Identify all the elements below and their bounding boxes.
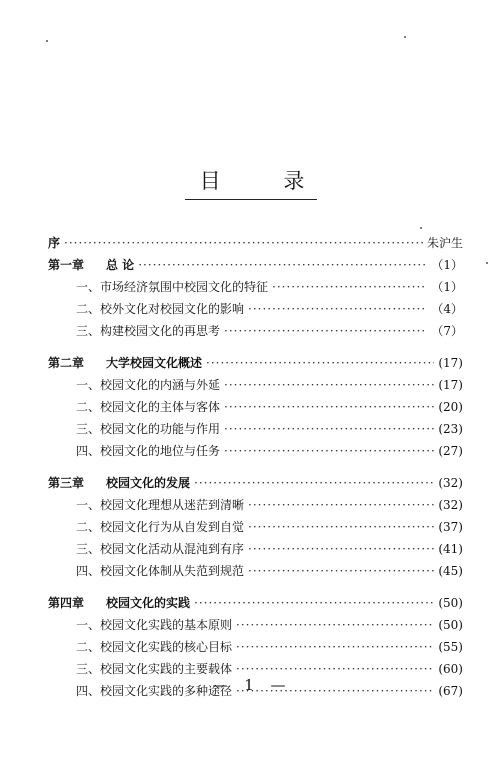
chapter-number: 第四章 [48,596,85,610]
chapter-number: 第三章 [48,476,85,490]
scan-speck [404,36,406,38]
page-number: (67) [438,684,463,698]
chapter-title: 大学校园文化概述 [106,356,203,370]
page-number: （1） [431,258,463,272]
toc-row-section[interactable] [48,374,463,396]
page-number: (23) [438,422,463,436]
toc-row-preface[interactable] [48,232,463,254]
page-number: (60) [438,662,463,676]
leader-dots [206,352,434,374]
section-title: 二、校外文化对校园文化的影响 [76,302,245,316]
leader-dots [194,472,434,494]
toc-row-section[interactable] [48,320,463,342]
toc-row-section[interactable] [48,494,463,516]
page-number: (32) [438,476,463,490]
scan-speck [46,40,48,42]
page-number: （4） [431,302,463,316]
chapter-heading [48,592,190,614]
leader-dots [248,298,427,320]
toc-row-section[interactable] [48,418,463,440]
chapter-title: 校园文化的发展 [106,476,191,490]
page-number: (37) [438,520,463,534]
page-number: (45) [438,564,463,578]
chapter-heading [48,472,190,494]
leader-dots [248,516,434,538]
page-number: (50) [438,596,463,610]
toc-row-chapter[interactable] [48,352,463,374]
toc-row-section[interactable] [48,516,463,538]
section-title: 三、校园文化的功能与作用 [76,422,221,436]
section-title: 二、校园文化行为从自发到自觉 [76,520,245,534]
chapter-title: 校园文化的实践 [106,596,191,610]
leader-dots [236,614,434,636]
toc-row-section[interactable] [48,396,463,418]
toc-row-chapter[interactable] [48,472,463,494]
toc-row-section[interactable] [48,298,463,320]
leader-dots [64,232,423,254]
toc-row-section[interactable] [48,538,463,560]
leader-dots [248,538,434,560]
page-number: （7） [431,324,463,338]
page-number: (50) [438,618,463,632]
toc-row-section[interactable] [48,560,463,582]
section-title: 一、市场经济氛围中校园文化的特征 [76,280,269,294]
section-title: 二、校园文化实践的核心目标 [76,640,233,654]
section-title: 四、校园文化的地位与任务 [76,444,221,458]
page-number: (32) [438,498,463,512]
section-title: 一、校园文化的内涵与外延 [76,378,221,392]
leader-dots [194,592,434,614]
section-title: 二、校园文化的主体与客体 [76,400,221,414]
section-title: 三、校园文化活动从混沌到有序 [76,542,245,556]
page-number: (17) [438,356,463,370]
page-number: (41) [438,542,463,556]
section-title: 一、校园文化实践的基本原则 [76,618,233,632]
preface-author: 朱沪生 [426,236,463,250]
toc-heading [0,168,504,194]
section-title: 一、校园文化理想从迷茫到清晰 [76,498,245,512]
chapter-heading [48,352,202,374]
chapter-heading [48,254,134,276]
chapter-number: 第二章 [48,356,85,370]
scan-speck [420,227,422,229]
leader-dots [224,374,434,396]
toc-row-section[interactable] [48,276,463,298]
section-title: 三、校园文化实践的主要载体 [76,662,233,676]
leader-dots [138,254,427,276]
section-title: 四、校园文化实践的多种途径 [76,684,233,698]
toc-row-chapter[interactable] [48,254,463,276]
page-number: (55) [438,640,463,654]
leader-dots [236,636,434,658]
toc-row-section[interactable] [48,440,463,462]
leader-dots [272,276,427,298]
toc-row-chapter[interactable] [48,592,463,614]
leader-dots [224,396,434,418]
leader-dots [248,560,434,582]
leader-dots [224,440,434,462]
page-number: （1） [431,280,463,294]
chapter-number: 第一章 [48,258,85,272]
section-title: 三、构建校园文化的再思考 [76,324,221,338]
preface-label: 序 [48,236,61,250]
page-title: 目 录 [199,169,333,193]
scan-speck [486,262,488,264]
page-number: (17) [438,378,463,392]
footer-page-number: — 1 — [212,676,292,694]
table-of-contents [48,232,463,702]
leader-dots [224,418,434,440]
leader-dots [224,320,427,342]
title-underline [185,199,317,200]
page-number: (27) [438,444,463,458]
page-footer [0,676,504,694]
page-number: (20) [438,400,463,414]
section-title: 四、校园文化体制从失范到规范 [76,564,245,578]
toc-row-section[interactable] [48,636,463,658]
leader-dots [248,494,434,516]
chapter-title: 总 论 [106,258,135,272]
toc-row-section[interactable] [48,614,463,636]
